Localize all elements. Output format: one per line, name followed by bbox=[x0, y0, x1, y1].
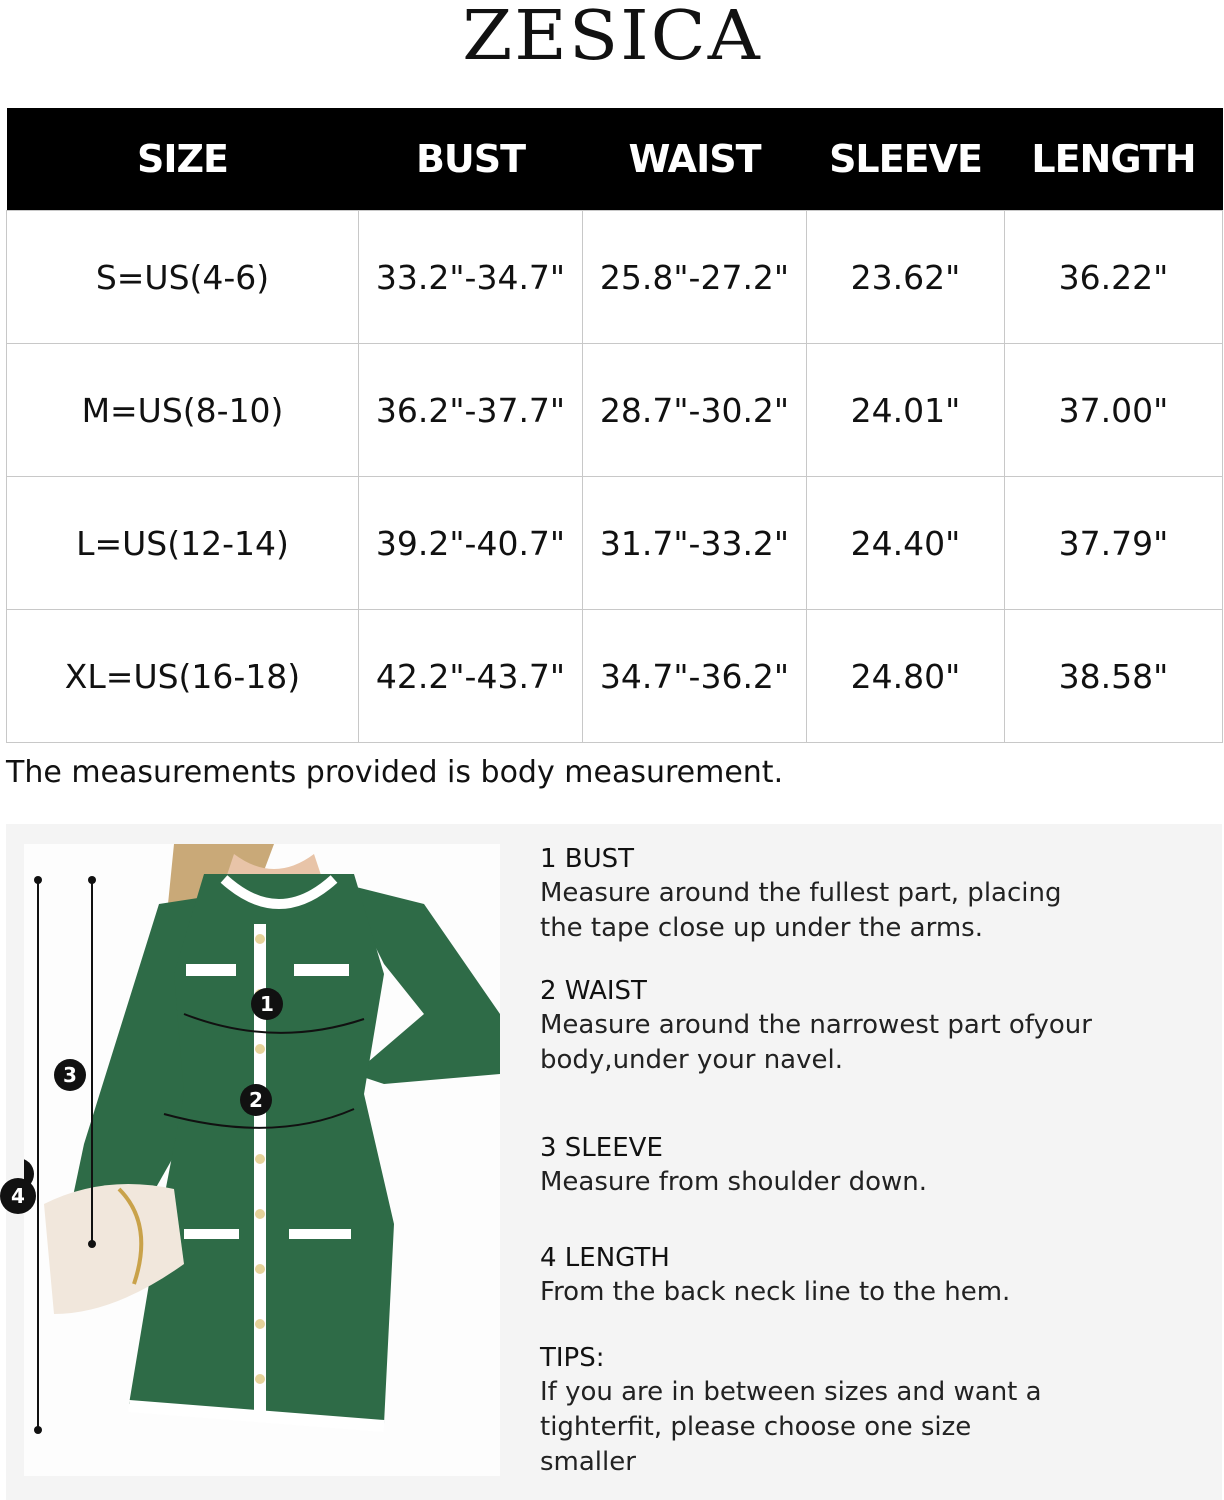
table-row bbox=[7, 610, 1223, 743]
measurement-note: The measurements provided is body measurement. bbox=[6, 755, 784, 790]
length-line-top-dot bbox=[34, 876, 42, 884]
size-chart-table bbox=[6, 108, 1223, 743]
dress-model-illustration bbox=[11, 844, 500, 1476]
sleeve-line-bottom-dot bbox=[88, 1240, 96, 1248]
guide-title: 3 SLEEVE bbox=[540, 1133, 663, 1163]
cell-size: M=US(8-10) bbox=[7, 344, 359, 477]
header-waist: WAIST bbox=[583, 108, 807, 211]
cell-bust: 42.2"-43.7" bbox=[359, 610, 583, 743]
header-sleeve: SLEEVE bbox=[807, 108, 1005, 211]
svg-text:2: 2 bbox=[249, 1088, 263, 1112]
marker-sleeve bbox=[54, 1059, 86, 1091]
cell-length: 38.58" bbox=[1005, 610, 1223, 743]
cell-length: 36.22" bbox=[1005, 211, 1223, 344]
cell-waist: 34.7"-36.2" bbox=[583, 610, 807, 743]
table-row bbox=[7, 477, 1223, 610]
guide-text-line: tighterfit, please choose one size bbox=[540, 1412, 972, 1442]
marker-length-label: 4 bbox=[0, 1178, 36, 1214]
guide-title: 2 WAIST bbox=[540, 976, 647, 1006]
cell-length: 37.00" bbox=[1005, 344, 1223, 477]
cell-sleeve: 24.40" bbox=[807, 477, 1005, 610]
guide-text-line: smaller bbox=[540, 1447, 636, 1477]
measurement-instructions bbox=[540, 842, 1160, 1480]
cell-waist: 25.8"-27.2" bbox=[583, 211, 807, 344]
svg-text:3: 3 bbox=[63, 1063, 77, 1087]
length-line-bottom-dot bbox=[34, 1426, 42, 1434]
chest-pocket-left bbox=[186, 964, 236, 976]
guide-text-line: Measure from shoulder down. bbox=[540, 1167, 928, 1197]
dress-figure bbox=[24, 844, 500, 1476]
cell-bust: 39.2"-40.7" bbox=[359, 477, 583, 610]
table-row bbox=[7, 211, 1223, 344]
guide-item-waist bbox=[540, 974, 1160, 1131]
guide-text-line: Measure around the fullest part, placing bbox=[540, 878, 1062, 908]
marker-waist bbox=[240, 1084, 272, 1116]
guide-text-line: the tape close up under the arms. bbox=[540, 913, 983, 943]
guide-text-line: Measure around the narrowest part ofyour bbox=[540, 1010, 1092, 1040]
chest-pocket-right bbox=[294, 964, 349, 976]
cell-size: L=US(12-14) bbox=[7, 477, 359, 610]
guide-item-tips bbox=[540, 1341, 1160, 1480]
brand-logo: ZESICA bbox=[462, 0, 762, 75]
header-bust: BUST bbox=[359, 108, 583, 211]
guide-text-line: From the back neck line to the hem. bbox=[540, 1277, 1011, 1307]
guide-item-length bbox=[540, 1241, 1160, 1341]
cell-sleeve: 23.62" bbox=[807, 211, 1005, 344]
guide-title: 4 LENGTH bbox=[540, 1243, 670, 1273]
header-size: SIZE bbox=[7, 108, 359, 211]
measurement-guide-panel bbox=[6, 824, 1222, 1500]
hip-pocket-left bbox=[184, 1229, 239, 1239]
guide-title: 1 BUST bbox=[540, 844, 635, 874]
cell-waist: 31.7"-33.2" bbox=[583, 477, 807, 610]
marker-bust bbox=[251, 988, 283, 1020]
cell-sleeve: 24.01" bbox=[807, 344, 1005, 477]
cell-bust: 33.2"-34.7" bbox=[359, 211, 583, 344]
guide-text-line: If you are in between sizes and want a bbox=[540, 1377, 1042, 1407]
svg-text:1: 1 bbox=[260, 992, 274, 1016]
cell-waist: 28.7"-30.2" bbox=[583, 344, 807, 477]
guide-title: TIPS: bbox=[540, 1343, 605, 1373]
cell-sleeve: 24.80" bbox=[807, 610, 1005, 743]
cell-bust: 36.2"-37.7" bbox=[359, 344, 583, 477]
hip-pocket-right bbox=[289, 1229, 351, 1239]
guide-item-sleeve bbox=[540, 1131, 1160, 1241]
guide-item-bust bbox=[540, 842, 1160, 974]
guide-text-line: body,under your navel. bbox=[540, 1045, 843, 1075]
cell-size: XL=US(16-18) bbox=[7, 610, 359, 743]
cell-length: 37.79" bbox=[1005, 477, 1223, 610]
table-row bbox=[7, 344, 1223, 477]
cell-size: S=US(4-6) bbox=[7, 211, 359, 344]
table-header-row bbox=[7, 108, 1223, 211]
sleeve-line-top-dot bbox=[88, 876, 96, 884]
header-length: LENGTH bbox=[1005, 108, 1223, 211]
